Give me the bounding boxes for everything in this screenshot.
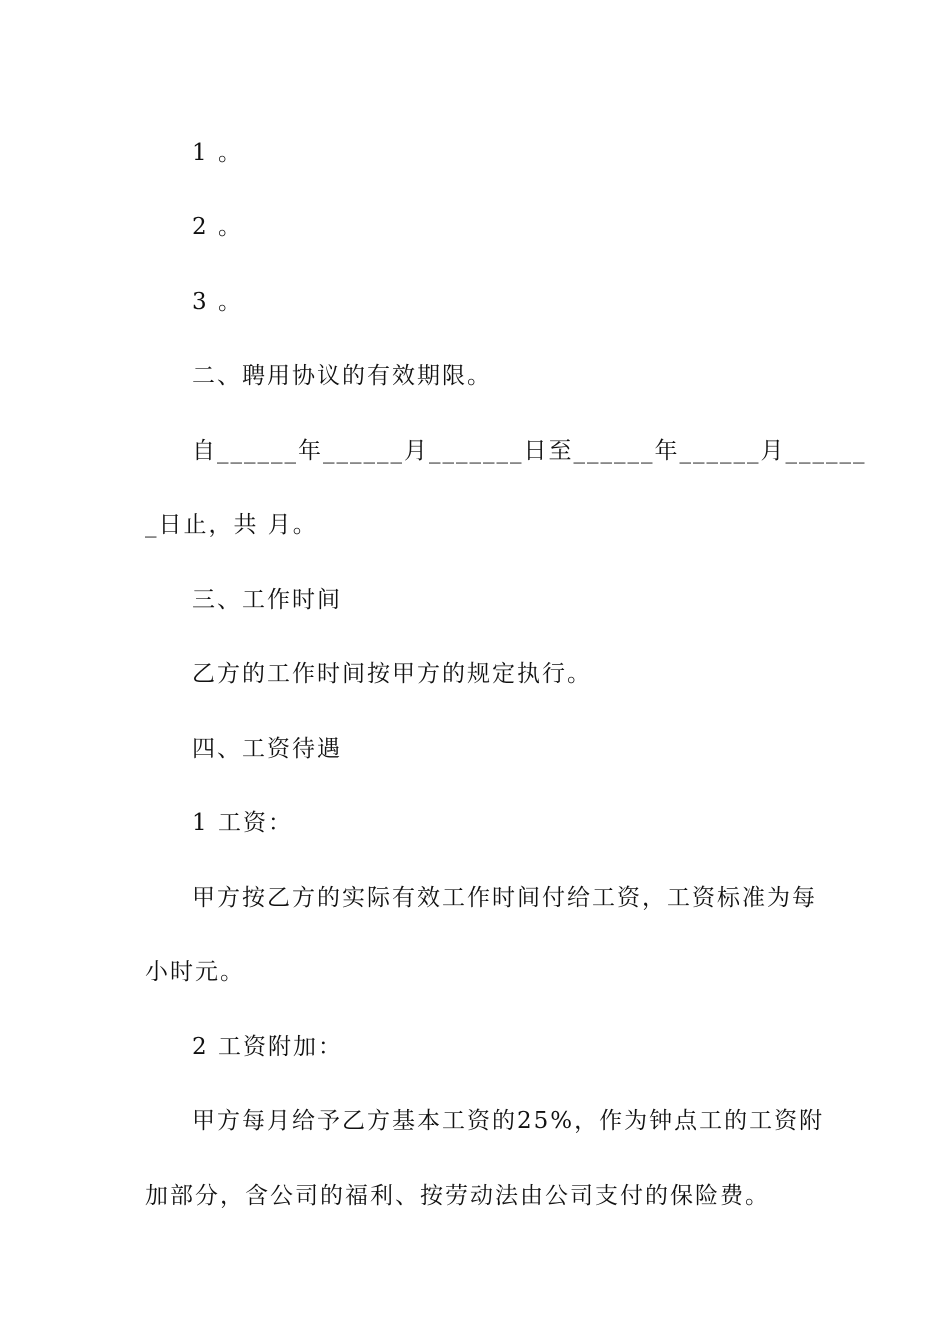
paragraph-salary-cont: 小时元。 [145, 959, 245, 985]
section-heading-2: 二、聘用协议的有效期限。 [192, 363, 492, 389]
list-item-2: 2 。 [192, 214, 243, 240]
list-item-1: 1 。 [192, 140, 243, 166]
paragraph-date-range-cont: _日止，共 月。 [145, 512, 318, 538]
section-heading-4: 四、工资待遇 [192, 736, 342, 762]
paragraph-salary-addition: 甲方每月给予乙方基本工资的25%，作为钟点工的工资附 [192, 1108, 825, 1134]
subheading-salary: 1 工资： [192, 810, 293, 836]
subheading-salary-addition: 2 工资附加： [192, 1034, 343, 1060]
paragraph-salary: 甲方按乙方的实际有效工作时间付给工资，工资标准为每 [192, 885, 817, 911]
paragraph-salary-addition-cont: 加部分，含公司的福利、按劳动法由公司支付的保险费。 [145, 1183, 770, 1209]
section-heading-3: 三、工作时间 [192, 587, 342, 613]
list-item-3: 3 。 [192, 289, 243, 315]
paragraph-work-time: 乙方的工作时间按甲方的规定执行。 [192, 661, 592, 687]
paragraph-date-range: 自______年______月_______日至______年______月______ [192, 438, 867, 464]
